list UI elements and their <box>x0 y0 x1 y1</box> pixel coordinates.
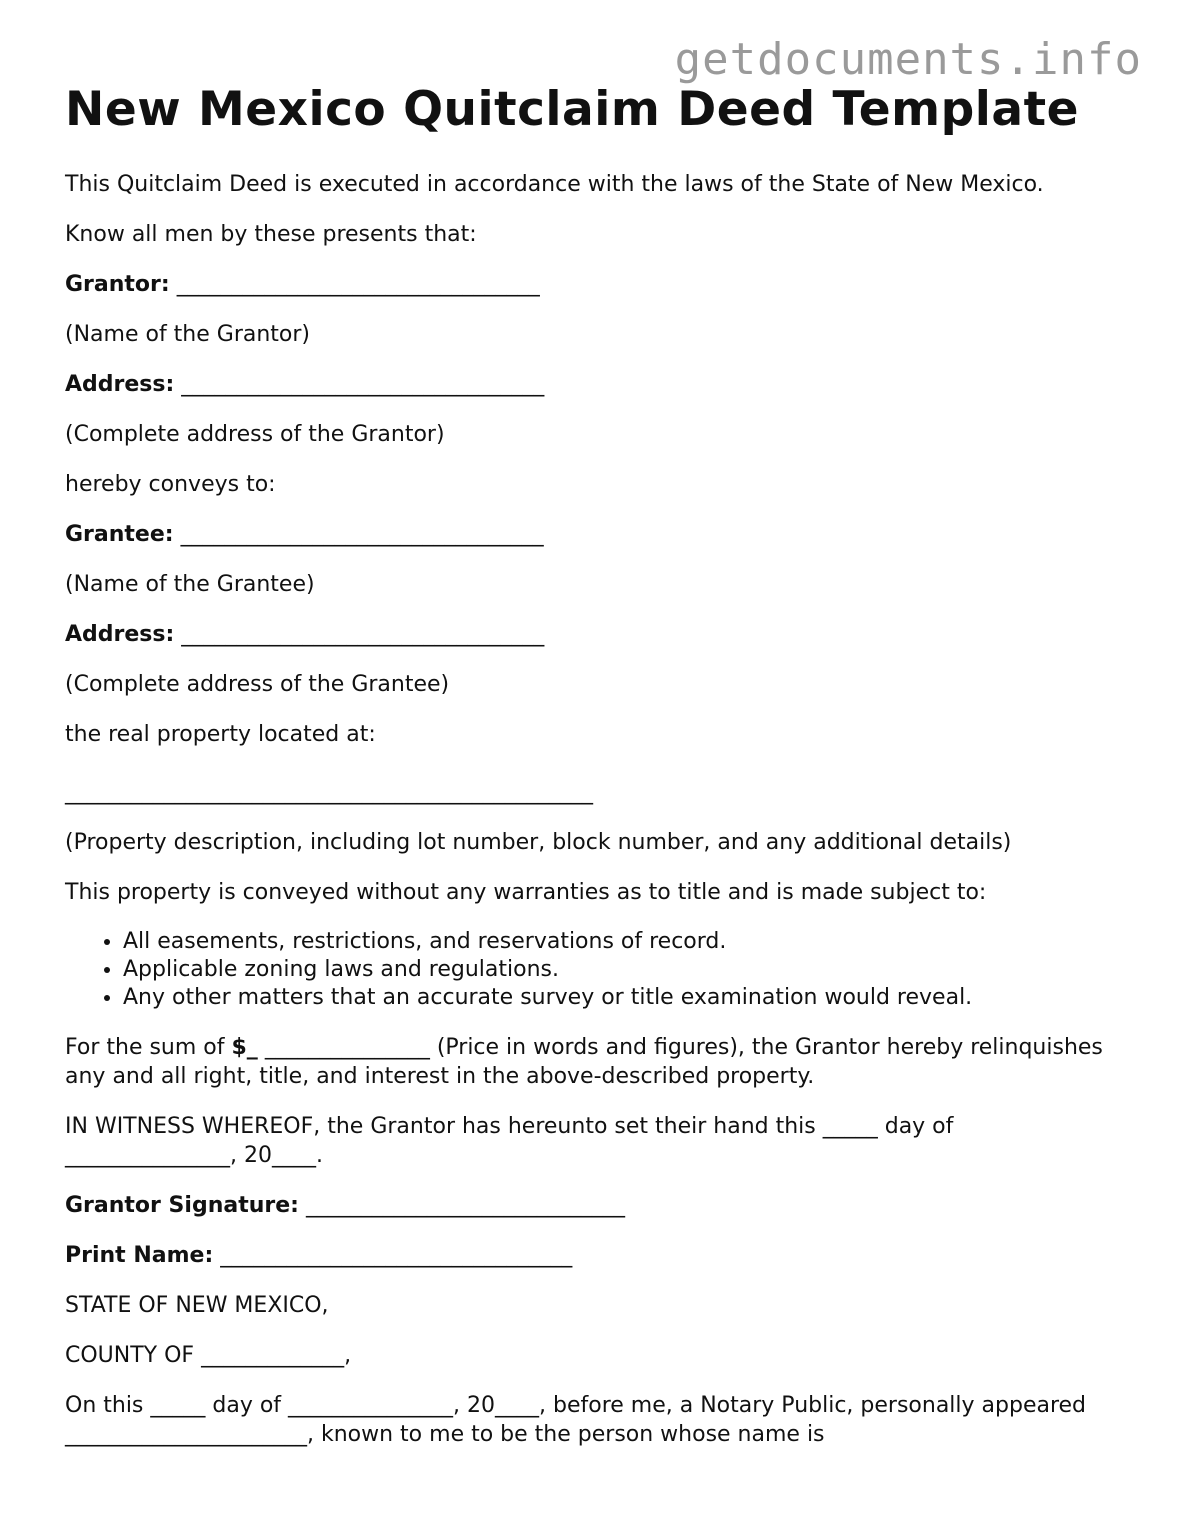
intro-text: This Quitclaim Deed is executed in accordance with the laws of the State of New Mexico. <box>65 171 1044 197</box>
grantor-address-label: Address: <box>65 371 175 397</box>
grantor-label: Grantor: <box>65 271 170 297</box>
witness-paragraph: IN WITNESS WHEREOF, the Grantor has hereunto set their hand this _____ day of _______________, 20____. <box>65 1113 954 1168</box>
grantor-address-note: (Complete address of the Grantor) <box>65 421 445 447</box>
sum-rest: (Price in words and figures), the Grantor hereby relinquishes any and all right, title, and interest in the above-described property. <box>65 1034 1103 1089</box>
signature-label: Grantor Signature: <box>65 1192 299 1218</box>
grantor-address-field <box>65 370 1125 399</box>
signature-field <box>65 1191 1125 1220</box>
grantee-address-note: (Complete address of the Grantee) <box>65 671 450 697</box>
document-page <box>65 84 1125 1470</box>
sum-prefix: For the sum of <box>65 1034 225 1060</box>
state-text: STATE OF NEW MEXICO, <box>65 1292 329 1318</box>
property-intro: the real property located at: <box>65 721 376 747</box>
sum-blank[interactable]: _______________ <box>264 1034 430 1060</box>
conditions-list <box>65 928 1125 1012</box>
list-item: • Any other matters that an accurate survey or title examination would reveal. <box>123 984 1125 1012</box>
grantee-field <box>65 520 1125 549</box>
grantor-address-blank[interactable]: _________________________________ <box>181 371 545 397</box>
grantee-blank[interactable]: _________________________________ <box>180 521 544 547</box>
grantor-blank[interactable]: _________________________________ <box>176 271 540 297</box>
watermark-text: getdocuments.info <box>674 34 1142 85</box>
signature-blank[interactable]: _____________________________ <box>305 1192 625 1218</box>
grantee-note: (Name of the Grantee) <box>65 571 315 597</box>
grantor-note: (Name of the Grantor) <box>65 321 311 347</box>
property-blank[interactable]: ________________________________________________ <box>65 779 593 805</box>
print-name-label: Print Name: <box>65 1242 214 1268</box>
sum-amount: $_ <box>231 1034 258 1060</box>
list-item: • All easements, restrictions, and reservations of record. <box>123 928 1125 956</box>
grantee-label: Grantee: <box>65 521 174 547</box>
print-name-blank[interactable]: ________________________________ <box>220 1242 573 1268</box>
grantee-address-field <box>65 620 1125 649</box>
print-name-field <box>65 1241 1125 1270</box>
notary-paragraph: On this _____ day of _______________, 20____, before me, a Notary Public, personally appeared ______________________, known to me to be the person whose name is <box>65 1392 1087 1447</box>
county-text: COUNTY OF _____________, <box>65 1342 352 1368</box>
list-item: • Applicable zoning laws and regulations. <box>123 956 1125 984</box>
sum-paragraph <box>65 1033 1125 1091</box>
subject-to-text: This property is conveyed without any warranties as to title and is made subject to: <box>65 879 987 905</box>
grantee-address-label: Address: <box>65 621 175 647</box>
conveys-text: hereby conveys to: <box>65 471 276 497</box>
property-note: (Property description, including lot number, block number, and any additional details) <box>65 829 1012 855</box>
grantee-address-blank[interactable]: _________________________________ <box>181 621 545 647</box>
know-all-text: Know all men by these presents that: <box>65 221 477 247</box>
page-title: New Mexico Quitclaim Deed Template <box>65 82 1079 137</box>
grantor-field <box>65 270 1125 299</box>
